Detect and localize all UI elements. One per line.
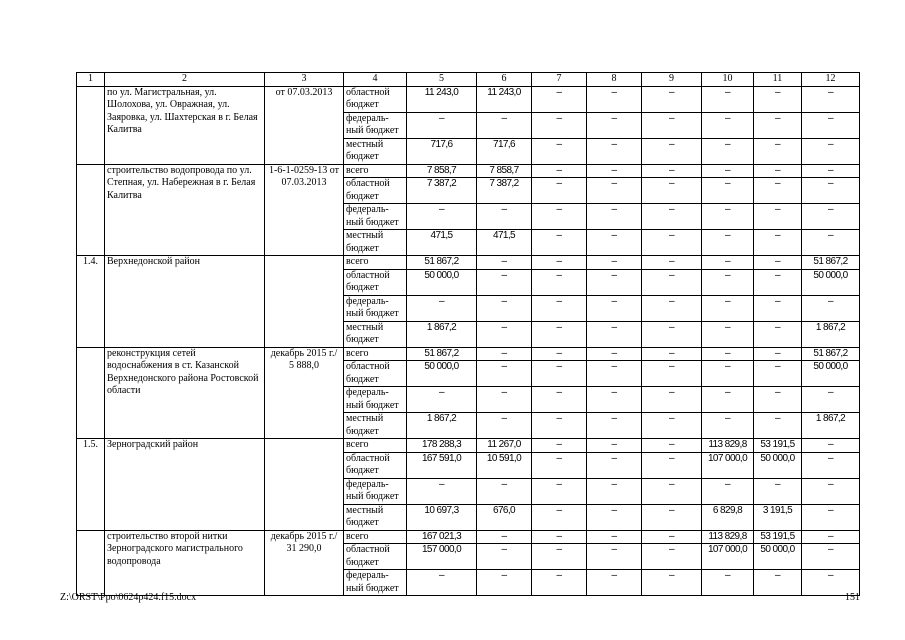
table-row [77, 530, 860, 544]
amount-cell: – [702, 269, 754, 295]
amount-cell: – [642, 164, 702, 178]
amount-cell: – [642, 478, 702, 504]
amount-cell: 107 000,0 [702, 544, 754, 570]
amount-cell: – [587, 295, 642, 321]
funding-source: всего [344, 256, 407, 270]
item-name: по ул. Магистральная, ул. Шолохова, ул. Овражная, ул. Заяровка, ул. Шахтерская в г. Белая Калитва [105, 86, 265, 164]
amount-cell: – [477, 256, 532, 270]
amount-cell: – [802, 178, 860, 204]
header-cell: 11 [754, 73, 802, 87]
amount-cell: – [407, 295, 477, 321]
amount-cell: – [754, 256, 802, 270]
amount-cell: 1 867,2 [802, 321, 860, 347]
amount-cell: – [754, 138, 802, 164]
amount-cell: 50 000,0 [754, 544, 802, 570]
funding-source: федераль-ный бюджет [344, 112, 407, 138]
item-number [77, 164, 105, 256]
amount-cell: – [477, 387, 532, 413]
amount-cell: – [532, 230, 587, 256]
amount-cell: 471,5 [477, 230, 532, 256]
amount-cell: – [532, 530, 587, 544]
amount-cell: 50 000,0 [407, 269, 477, 295]
amount-cell: 157 000,0 [407, 544, 477, 570]
header-cell: 12 [802, 73, 860, 87]
amount-cell: – [702, 230, 754, 256]
amount-cell: – [702, 347, 754, 361]
amount-cell: 717,6 [407, 138, 477, 164]
amount-cell: – [702, 478, 754, 504]
amount-cell: – [754, 387, 802, 413]
item-name: Верхнедонской район [105, 256, 265, 348]
amount-cell: – [802, 544, 860, 570]
amount-cell: – [532, 112, 587, 138]
amount-cell: – [802, 138, 860, 164]
amount-cell: 11 243,0 [477, 86, 532, 112]
amount-cell: – [407, 112, 477, 138]
amount-cell: – [532, 256, 587, 270]
amount-cell: – [642, 321, 702, 347]
amount-cell: – [642, 138, 702, 164]
amount-cell: 676,0 [477, 504, 532, 530]
amount-cell: – [754, 86, 802, 112]
amount-cell: – [587, 387, 642, 413]
amount-cell: 107 000,0 [702, 452, 754, 478]
amount-cell: 7 387,2 [407, 178, 477, 204]
amount-cell: – [532, 347, 587, 361]
amount-cell: 51 867,2 [407, 347, 477, 361]
amount-cell: – [587, 230, 642, 256]
amount-cell: – [477, 413, 532, 439]
amount-cell: – [702, 570, 754, 596]
header-cell: 4 [344, 73, 407, 87]
amount-cell: – [587, 439, 642, 453]
amount-cell: 11 243,0 [407, 86, 477, 112]
amount-cell: – [532, 504, 587, 530]
amount-cell: – [532, 164, 587, 178]
amount-cell: – [802, 478, 860, 504]
amount-cell: – [477, 112, 532, 138]
amount-cell: – [532, 178, 587, 204]
amount-cell: – [754, 164, 802, 178]
amount-cell: – [477, 321, 532, 347]
item-number [77, 530, 105, 596]
table-row [77, 439, 860, 453]
amount-cell: – [532, 452, 587, 478]
amount-cell: – [532, 570, 587, 596]
item-document: декабрь 2015 г./ 5 888,0 [265, 347, 344, 439]
amount-cell: – [802, 452, 860, 478]
funding-source: местный бюджет [344, 504, 407, 530]
amount-cell: – [802, 230, 860, 256]
amount-cell: – [587, 164, 642, 178]
amount-cell: – [802, 164, 860, 178]
amount-cell: – [754, 570, 802, 596]
table-row [77, 164, 860, 178]
amount-cell: 6 829,8 [702, 504, 754, 530]
funding-source: всего [344, 530, 407, 544]
amount-cell: – [702, 321, 754, 347]
amount-cell: – [802, 530, 860, 544]
amount-cell: – [587, 269, 642, 295]
amount-cell: 53 191,5 [754, 439, 802, 453]
amount-cell: 7 858,7 [407, 164, 477, 178]
amount-cell: 3 191,5 [754, 504, 802, 530]
amount-cell: 113 829,8 [702, 439, 754, 453]
amount-cell: – [642, 544, 702, 570]
funding-source: областной бюджет [344, 269, 407, 295]
funding-source: областной бюджет [344, 452, 407, 478]
amount-cell: – [642, 361, 702, 387]
amount-cell: – [532, 387, 587, 413]
amount-cell: – [754, 269, 802, 295]
amount-cell: – [754, 361, 802, 387]
amount-cell: – [754, 321, 802, 347]
header-cell: 8 [587, 73, 642, 87]
amount-cell: 11 267,0 [477, 439, 532, 453]
table-row [77, 347, 860, 361]
amount-cell: – [802, 204, 860, 230]
amount-cell: – [407, 570, 477, 596]
amount-cell: – [587, 504, 642, 530]
amount-cell: – [477, 544, 532, 570]
funding-source: областной бюджет [344, 544, 407, 570]
amount-cell: – [642, 570, 702, 596]
amount-cell: 167 021,3 [407, 530, 477, 544]
item-document [265, 256, 344, 348]
amount-cell: 10 697,3 [407, 504, 477, 530]
amount-cell: – [642, 256, 702, 270]
header-cell: 9 [642, 73, 702, 87]
item-number: 1.5. [77, 439, 105, 531]
amount-cell: – [532, 361, 587, 387]
amount-cell: – [702, 387, 754, 413]
item-number: 1.4. [77, 256, 105, 348]
amount-cell: – [802, 295, 860, 321]
amount-cell: – [477, 570, 532, 596]
amount-cell: – [642, 347, 702, 361]
amount-cell: – [642, 269, 702, 295]
header-cell: 5 [407, 73, 477, 87]
amount-cell: – [702, 178, 754, 204]
amount-cell: – [642, 112, 702, 138]
amount-cell: – [532, 138, 587, 164]
item-document: от 07.03.2013 [265, 86, 344, 164]
funding-source: всего [344, 439, 407, 453]
budget-table [76, 72, 860, 596]
amount-cell: – [587, 413, 642, 439]
amount-cell: 7 387,2 [477, 178, 532, 204]
funding-source: федераль-ный бюджет [344, 295, 407, 321]
amount-cell: – [642, 387, 702, 413]
amount-cell: – [532, 295, 587, 321]
amount-cell: – [587, 544, 642, 570]
amount-cell: 50 000,0 [802, 269, 860, 295]
amount-cell: – [477, 347, 532, 361]
funding-source: областной бюджет [344, 361, 407, 387]
amount-cell: – [642, 413, 702, 439]
amount-cell: – [477, 204, 532, 230]
table-row [77, 86, 860, 112]
amount-cell: – [477, 478, 532, 504]
amount-cell: – [642, 204, 702, 230]
amount-cell: – [754, 295, 802, 321]
amount-cell: 10 591,0 [477, 452, 532, 478]
page-number: 151 [845, 592, 860, 603]
item-name: строительство водопровода по ул. Степная, ул. Набережная в г. Белая Калитва [105, 164, 265, 256]
amount-cell: – [532, 544, 587, 570]
amount-cell: – [754, 347, 802, 361]
header-cell: 1 [77, 73, 105, 87]
amount-cell: – [754, 204, 802, 230]
funding-source: федераль-ный бюджет [344, 204, 407, 230]
amount-cell: 50 000,0 [802, 361, 860, 387]
amount-cell: – [802, 387, 860, 413]
amount-cell: – [587, 178, 642, 204]
amount-cell: – [642, 178, 702, 204]
amount-cell: – [642, 86, 702, 112]
amount-cell: – [702, 256, 754, 270]
amount-cell: 51 867,2 [407, 256, 477, 270]
amount-cell: – [587, 138, 642, 164]
amount-cell: – [587, 256, 642, 270]
funding-source: федераль-ный бюджет [344, 478, 407, 504]
header-cell: 3 [265, 73, 344, 87]
funding-source: федераль-ный бюджет [344, 570, 407, 596]
amount-cell: 471,5 [407, 230, 477, 256]
amount-cell: – [702, 204, 754, 230]
header-cell: 2 [105, 73, 265, 87]
amount-cell: – [587, 86, 642, 112]
amount-cell: – [754, 112, 802, 138]
amount-cell: 50 000,0 [407, 361, 477, 387]
item-name: Зерноградский район [105, 439, 265, 531]
amount-cell: – [532, 321, 587, 347]
header-row [77, 73, 860, 87]
amount-cell: – [642, 530, 702, 544]
amount-cell: 178 288,3 [407, 439, 477, 453]
amount-cell: – [587, 530, 642, 544]
amount-cell: – [532, 413, 587, 439]
amount-cell: 717,6 [477, 138, 532, 164]
amount-cell: – [802, 112, 860, 138]
amount-cell: – [587, 570, 642, 596]
funding-source: местный бюджет [344, 230, 407, 256]
funding-source: всего [344, 164, 407, 178]
amount-cell: – [642, 439, 702, 453]
amount-cell: – [702, 112, 754, 138]
amount-cell: – [702, 164, 754, 178]
amount-cell: 53 191,5 [754, 530, 802, 544]
amount-cell: – [407, 478, 477, 504]
amount-cell: – [802, 439, 860, 453]
amount-cell: – [702, 86, 754, 112]
amount-cell: – [532, 439, 587, 453]
funding-source: местный бюджет [344, 413, 407, 439]
amount-cell: – [754, 178, 802, 204]
amount-cell: – [587, 204, 642, 230]
amount-cell: – [532, 204, 587, 230]
item-name: реконструкция сетей водоснабжения в ст. Казанской Верхнедонского района Ростовской области [105, 347, 265, 439]
amount-cell: – [754, 478, 802, 504]
item-document [265, 439, 344, 531]
amount-cell: 1 867,2 [407, 413, 477, 439]
amount-cell: – [642, 452, 702, 478]
amount-cell: – [532, 478, 587, 504]
item-name: строительство второй нитки Зерноградского магистрального водопровода [105, 530, 265, 596]
item-number [77, 347, 105, 439]
amount-cell: – [702, 138, 754, 164]
funding-source: местный бюджет [344, 138, 407, 164]
funding-source: федераль-ный бюджет [344, 387, 407, 413]
header-cell: 6 [477, 73, 532, 87]
amount-cell: – [477, 361, 532, 387]
amount-cell: – [477, 269, 532, 295]
amount-cell: – [802, 86, 860, 112]
amount-cell: – [642, 295, 702, 321]
funding-source: местный бюджет [344, 321, 407, 347]
amount-cell: – [642, 504, 702, 530]
table-row [77, 256, 860, 270]
item-document: декабрь 2015 г./ 31 290,0 [265, 530, 344, 596]
header-cell: 10 [702, 73, 754, 87]
amount-cell: – [532, 86, 587, 112]
amount-cell: 1 867,2 [802, 413, 860, 439]
funding-source: областной бюджет [344, 86, 407, 112]
amount-cell: – [587, 112, 642, 138]
amount-cell: 7 858,7 [477, 164, 532, 178]
amount-cell: – [587, 361, 642, 387]
amount-cell: 113 829,8 [702, 530, 754, 544]
amount-cell: – [702, 295, 754, 321]
amount-cell: – [702, 361, 754, 387]
amount-cell: – [754, 413, 802, 439]
item-document: 1-6-1-0259-13 от 07.03.2013 [265, 164, 344, 256]
amount-cell: – [587, 478, 642, 504]
funding-source: областной бюджет [344, 178, 407, 204]
amount-cell: – [532, 269, 587, 295]
amount-cell: – [587, 321, 642, 347]
amount-cell: 167 591,0 [407, 452, 477, 478]
amount-cell: – [702, 413, 754, 439]
header-cell: 7 [532, 73, 587, 87]
amount-cell: – [802, 504, 860, 530]
amount-cell: – [477, 295, 532, 321]
footer-file-path: Z:\ORST\Ppo\0624p424.f15.docx [60, 592, 197, 603]
amount-cell: 51 867,2 [802, 256, 860, 270]
funding-source: всего [344, 347, 407, 361]
amount-cell: 51 867,2 [802, 347, 860, 361]
amount-cell: 50 000,0 [754, 452, 802, 478]
amount-cell: – [587, 347, 642, 361]
amount-cell: – [642, 230, 702, 256]
amount-cell: – [754, 230, 802, 256]
amount-cell: – [407, 387, 477, 413]
amount-cell: – [802, 570, 860, 596]
amount-cell: – [477, 530, 532, 544]
item-number [77, 86, 105, 164]
amount-cell: – [587, 452, 642, 478]
amount-cell: – [407, 204, 477, 230]
amount-cell: 1 867,2 [407, 321, 477, 347]
